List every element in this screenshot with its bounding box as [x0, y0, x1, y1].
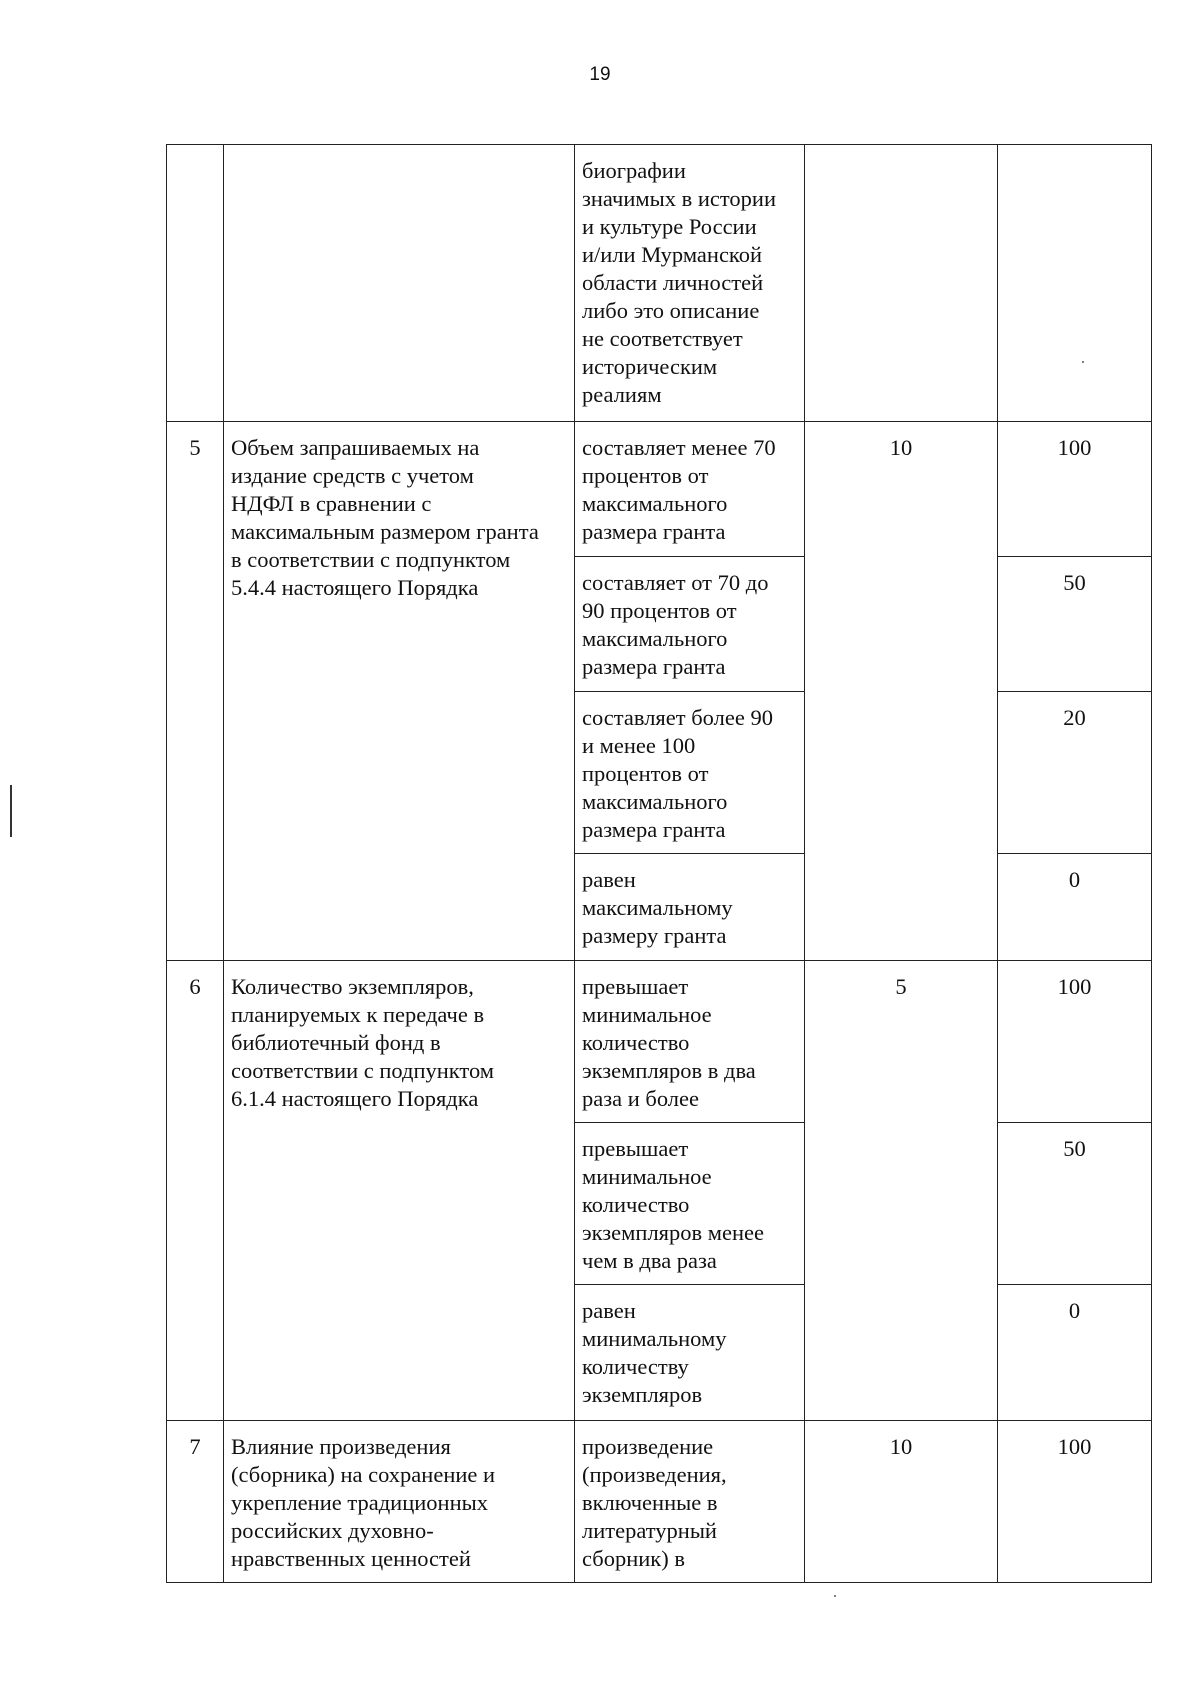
- option-cell: [575, 557, 805, 692]
- score-cell: 100: [998, 422, 1152, 557]
- option-text-line: 90 процентов от: [582, 598, 737, 623]
- score-cell: 20: [998, 692, 1152, 854]
- option-cell: [575, 1421, 805, 1583]
- option-text-line: максимальному: [582, 895, 733, 920]
- option-text-line: равен: [582, 867, 636, 892]
- criterion-text-line: максимальным размером гранта: [231, 519, 539, 544]
- option-text-line: размера гранта: [582, 817, 726, 842]
- criterion-text-line: укрепление традиционных: [231, 1490, 488, 1515]
- criterion-text-line: издание средств с учетом: [231, 463, 474, 488]
- score-cell: 0: [998, 854, 1152, 961]
- weight-cell: [805, 145, 998, 422]
- score-cell: 0: [998, 1285, 1152, 1421]
- table-row: [167, 961, 1152, 1123]
- table-row: [167, 145, 1152, 422]
- criterion-text-line: в соответствии с подпунктом: [231, 547, 511, 572]
- option-text-line: и/или Мурманской: [582, 242, 763, 267]
- option-text-line: области личностей: [582, 270, 764, 295]
- option-text-line: максимального: [582, 491, 728, 516]
- option-text-line: размеру гранта: [582, 923, 727, 948]
- option-text-line: экземпляров: [582, 1382, 703, 1407]
- option-text-line: сборник) в: [582, 1546, 685, 1571]
- row-number-cell: 5: [167, 422, 224, 961]
- option-cell: [575, 145, 805, 422]
- criteria-table: [166, 144, 1152, 1583]
- option-text-line: либо это описание: [582, 298, 760, 323]
- criterion-text-line: НДФЛ в сравнении с: [231, 491, 432, 516]
- option-cell: [575, 1285, 805, 1421]
- row-number-cell: 6: [167, 961, 224, 1421]
- option-text-line: биографии: [582, 158, 686, 183]
- option-cell: [575, 692, 805, 854]
- score-cell: [998, 145, 1152, 422]
- criterion-text-line: планируемых к передаче в: [231, 1002, 485, 1027]
- weight-cell: 10: [805, 422, 998, 961]
- criterion-text-line: Влияние произведения: [231, 1434, 451, 1459]
- row-number-cell: 7: [167, 1421, 224, 1583]
- option-text-line: включенные в: [582, 1490, 718, 1515]
- criterion-text-line: нравственных ценностей: [231, 1546, 471, 1571]
- criterion-text-line: российских духовно-: [231, 1518, 434, 1543]
- option-text-line: превышает: [582, 974, 689, 999]
- scan-speck: [834, 1595, 836, 1597]
- option-cell: [575, 1123, 805, 1285]
- table-row: [167, 1421, 1152, 1583]
- criterion-cell: [224, 422, 575, 961]
- score-cell: 100: [998, 961, 1152, 1123]
- option-text-line: реалиям: [582, 382, 662, 407]
- option-text-line: количеству: [582, 1354, 689, 1379]
- scan-margin-mark: [10, 785, 12, 837]
- criterion-text-line: 6.1.4 настоящего Порядка: [231, 1086, 479, 1111]
- option-text-line: превышает: [582, 1136, 689, 1161]
- option-text-line: составляет от 70 до: [582, 570, 769, 595]
- criterion-text-line: библиотечный фонд в: [231, 1030, 441, 1055]
- option-text-line: историческим: [582, 354, 718, 379]
- option-text-line: и культуре России: [582, 214, 757, 239]
- option-text-line: раза и более: [582, 1086, 700, 1111]
- score-cell: 50: [998, 557, 1152, 692]
- option-text-line: равен: [582, 1298, 636, 1323]
- option-text-line: не соответствует: [582, 326, 743, 351]
- option-text-line: количество: [582, 1192, 690, 1217]
- option-text-line: размера гранта: [582, 654, 726, 679]
- criterion-text-line: соответствии с подпунктом: [231, 1058, 495, 1083]
- criterion-cell: [224, 961, 575, 1421]
- weight-cell: 5: [805, 961, 998, 1421]
- criterion-cell: [224, 145, 575, 422]
- score-cell: 50: [998, 1123, 1152, 1285]
- option-text-line: размера гранта: [582, 519, 726, 544]
- option-text-line: составляет менее 70: [582, 435, 776, 460]
- option-text-line: составляет более 90: [582, 705, 773, 730]
- criterion-text-line: 5.4.4 настоящего Порядка: [231, 575, 479, 600]
- option-text-line: процентов от: [582, 463, 709, 488]
- option-text-line: экземпляров менее: [582, 1220, 765, 1245]
- option-text-line: минимальное: [582, 1002, 712, 1027]
- option-cell: [575, 422, 805, 557]
- option-text-line: (произведения,: [582, 1462, 727, 1487]
- page-number: 19: [589, 64, 611, 85]
- option-text-line: значимых в истории: [582, 186, 776, 211]
- criterion-cell: [224, 1421, 575, 1583]
- option-text-line: процентов от: [582, 761, 709, 786]
- option-text-line: минимальное: [582, 1164, 712, 1189]
- table-row: [167, 422, 1152, 557]
- option-cell: [575, 854, 805, 961]
- option-text-line: и менее 100: [582, 733, 696, 758]
- row-number-cell: [167, 145, 224, 422]
- option-text-line: количество: [582, 1030, 690, 1055]
- criterion-text-line: Количество экземпляров,: [231, 974, 474, 999]
- scan-speck: [1082, 361, 1084, 363]
- score-cell: 100: [998, 1421, 1152, 1583]
- option-text-line: произведение: [582, 1434, 714, 1459]
- option-text-line: экземпляров в два: [582, 1058, 756, 1083]
- option-text-line: чем в два раза: [582, 1248, 717, 1273]
- option-text-line: максимального: [582, 789, 728, 814]
- criterion-text-line: (сборника) на сохранение и: [231, 1462, 496, 1487]
- weight-cell: 10: [805, 1421, 998, 1583]
- criterion-text-line: Объем запрашиваемых на: [231, 435, 480, 460]
- option-text-line: минимальному: [582, 1326, 727, 1351]
- option-text-line: максимального: [582, 626, 728, 651]
- option-cell: [575, 961, 805, 1123]
- option-text-line: литературный: [582, 1518, 717, 1543]
